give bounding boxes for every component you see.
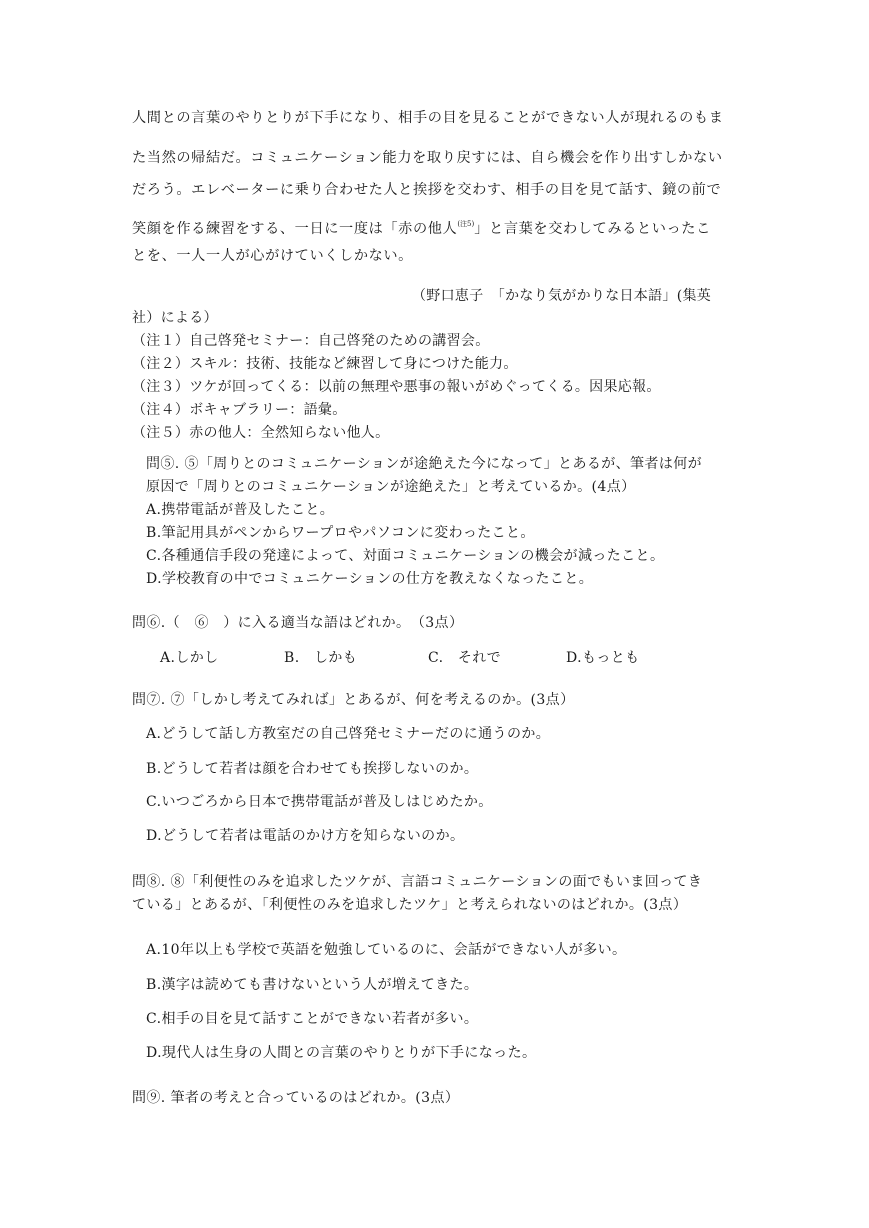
passage-line-3: だろう。エレベーターに乗り合わせた人と挨拶を交わす、相手の目を見て話す、鏡の前で (132, 182, 722, 198)
question-5-option-d: D.学校教育の中でコミュニケーションの仕方を教えなくなったこと。 (146, 571, 594, 587)
question-8-option-a: A.10年以上も学校で英語を勉強しているのに、会話ができない人が多い。 (146, 942, 627, 958)
question-5-line-2: 原因で「周りとのコミュニケーションが途絶えた」と考えているか。(4点） (146, 479, 636, 495)
question-5-option-c: C.各種通信手段の発達によって、対面コミュニケーションの機会が減ったこと。 (146, 548, 665, 564)
question-5-option-a: A.携帯電話が普及したこと。 (146, 502, 335, 518)
question-8-option-c: C.相手の目を見て話すことができない若者が多い。 (146, 1011, 479, 1027)
passage-line-4-post: 」と言葉を交わしてみるといったこ (474, 221, 711, 237)
question-8-option-d: D.現代人は生身の人間との言葉のやりとりが下手になった。 (146, 1045, 537, 1061)
source-line-2: 社）による） (132, 310, 218, 326)
question-5-option-b: B.筆記用具がペンからワープロやパソコンに変わったこと。 (146, 525, 535, 541)
question-5-line-1: 問⑤. ⑤「周りとのコミュニケーションが途絶えた今になって」とあるが、筆者は何が (146, 456, 703, 472)
passage-line-4-pre: 笑顔を作る練習をする、一日に一度は「赤の他人 (132, 221, 458, 237)
question-8-line-1: 問⑧. ⑧「利便性のみを追求したツケが、言語コミュニケーションの面でもいま回ってき (132, 874, 703, 890)
question-6-option-b: B. しかも (284, 650, 358, 666)
note-3: （注３）ツケが回ってくる：以前の無理や悪事の報いがめぐってくる。因果応報。 (132, 379, 661, 395)
question-7-option-c: C.いつごろから日本で携帯電話が普及しはじめたか。 (146, 794, 493, 810)
question-9: 問⑨. 筆者の考えと合っているのはどれか。(3点） (132, 1090, 460, 1106)
note-5: （注５）赤の他人：全然知らない他人。 (132, 425, 390, 441)
question-7-option-a: A.どうして話し方教室だの自己啓発セミナーだのに通うのか。 (146, 726, 551, 742)
note-2: （注２）スキル：技術、技能など練習して身につけた能力。 (132, 356, 518, 372)
note-marker-5: (注5) (457, 220, 475, 228)
note-1: （注１）自己啓発セミナー：自己啓発のための講習会。 (132, 333, 490, 349)
question-8-option-b: B.漢字は読めても書けないという人が増えてきた。 (146, 977, 479, 993)
source-line-1: （野口恵子 「かなり気がかりな日本語」(集英 (412, 288, 712, 304)
question-6-option-d: D.もっとも (566, 650, 640, 666)
note-4: （注４）ボキャブラリー：語彙。 (132, 402, 347, 418)
passage-line-5: とを、一人一人が心がけていくしかない。 (132, 248, 413, 264)
passage-line-1: 人間との言葉のやりとりが下手になり、相手の目を見ることができない人が現れるのもま (132, 110, 724, 126)
question-7-option-b: B.どうして若者は顔を合わせても挨拶しないのか。 (146, 761, 479, 777)
question-7-option-d: D.どうして若者は電話のかけ方を知らないのか。 (146, 828, 465, 844)
question-6: 問⑥.（ ⑥ ）に入る適当な語はどれか。 （3点） (132, 615, 464, 631)
question-7: 問⑦. ⑦「しかし考えてみれば」とあるが、何を考えるのか。(3点） (132, 692, 575, 708)
question-6-option-c: C. それで (428, 650, 502, 666)
passage-line-4 (132, 214, 711, 239)
question-8-line-2: ている」とあるが、「利便性のみを追求したツケ」と考えられないのはどれか。(3点） (132, 897, 688, 913)
passage-line-2: た当然の帰結だ。コミュニケーション能力を取り戻すには、自ら機会を作り出すしかない (132, 150, 723, 166)
question-6-option-a: A.しかし (160, 650, 219, 666)
